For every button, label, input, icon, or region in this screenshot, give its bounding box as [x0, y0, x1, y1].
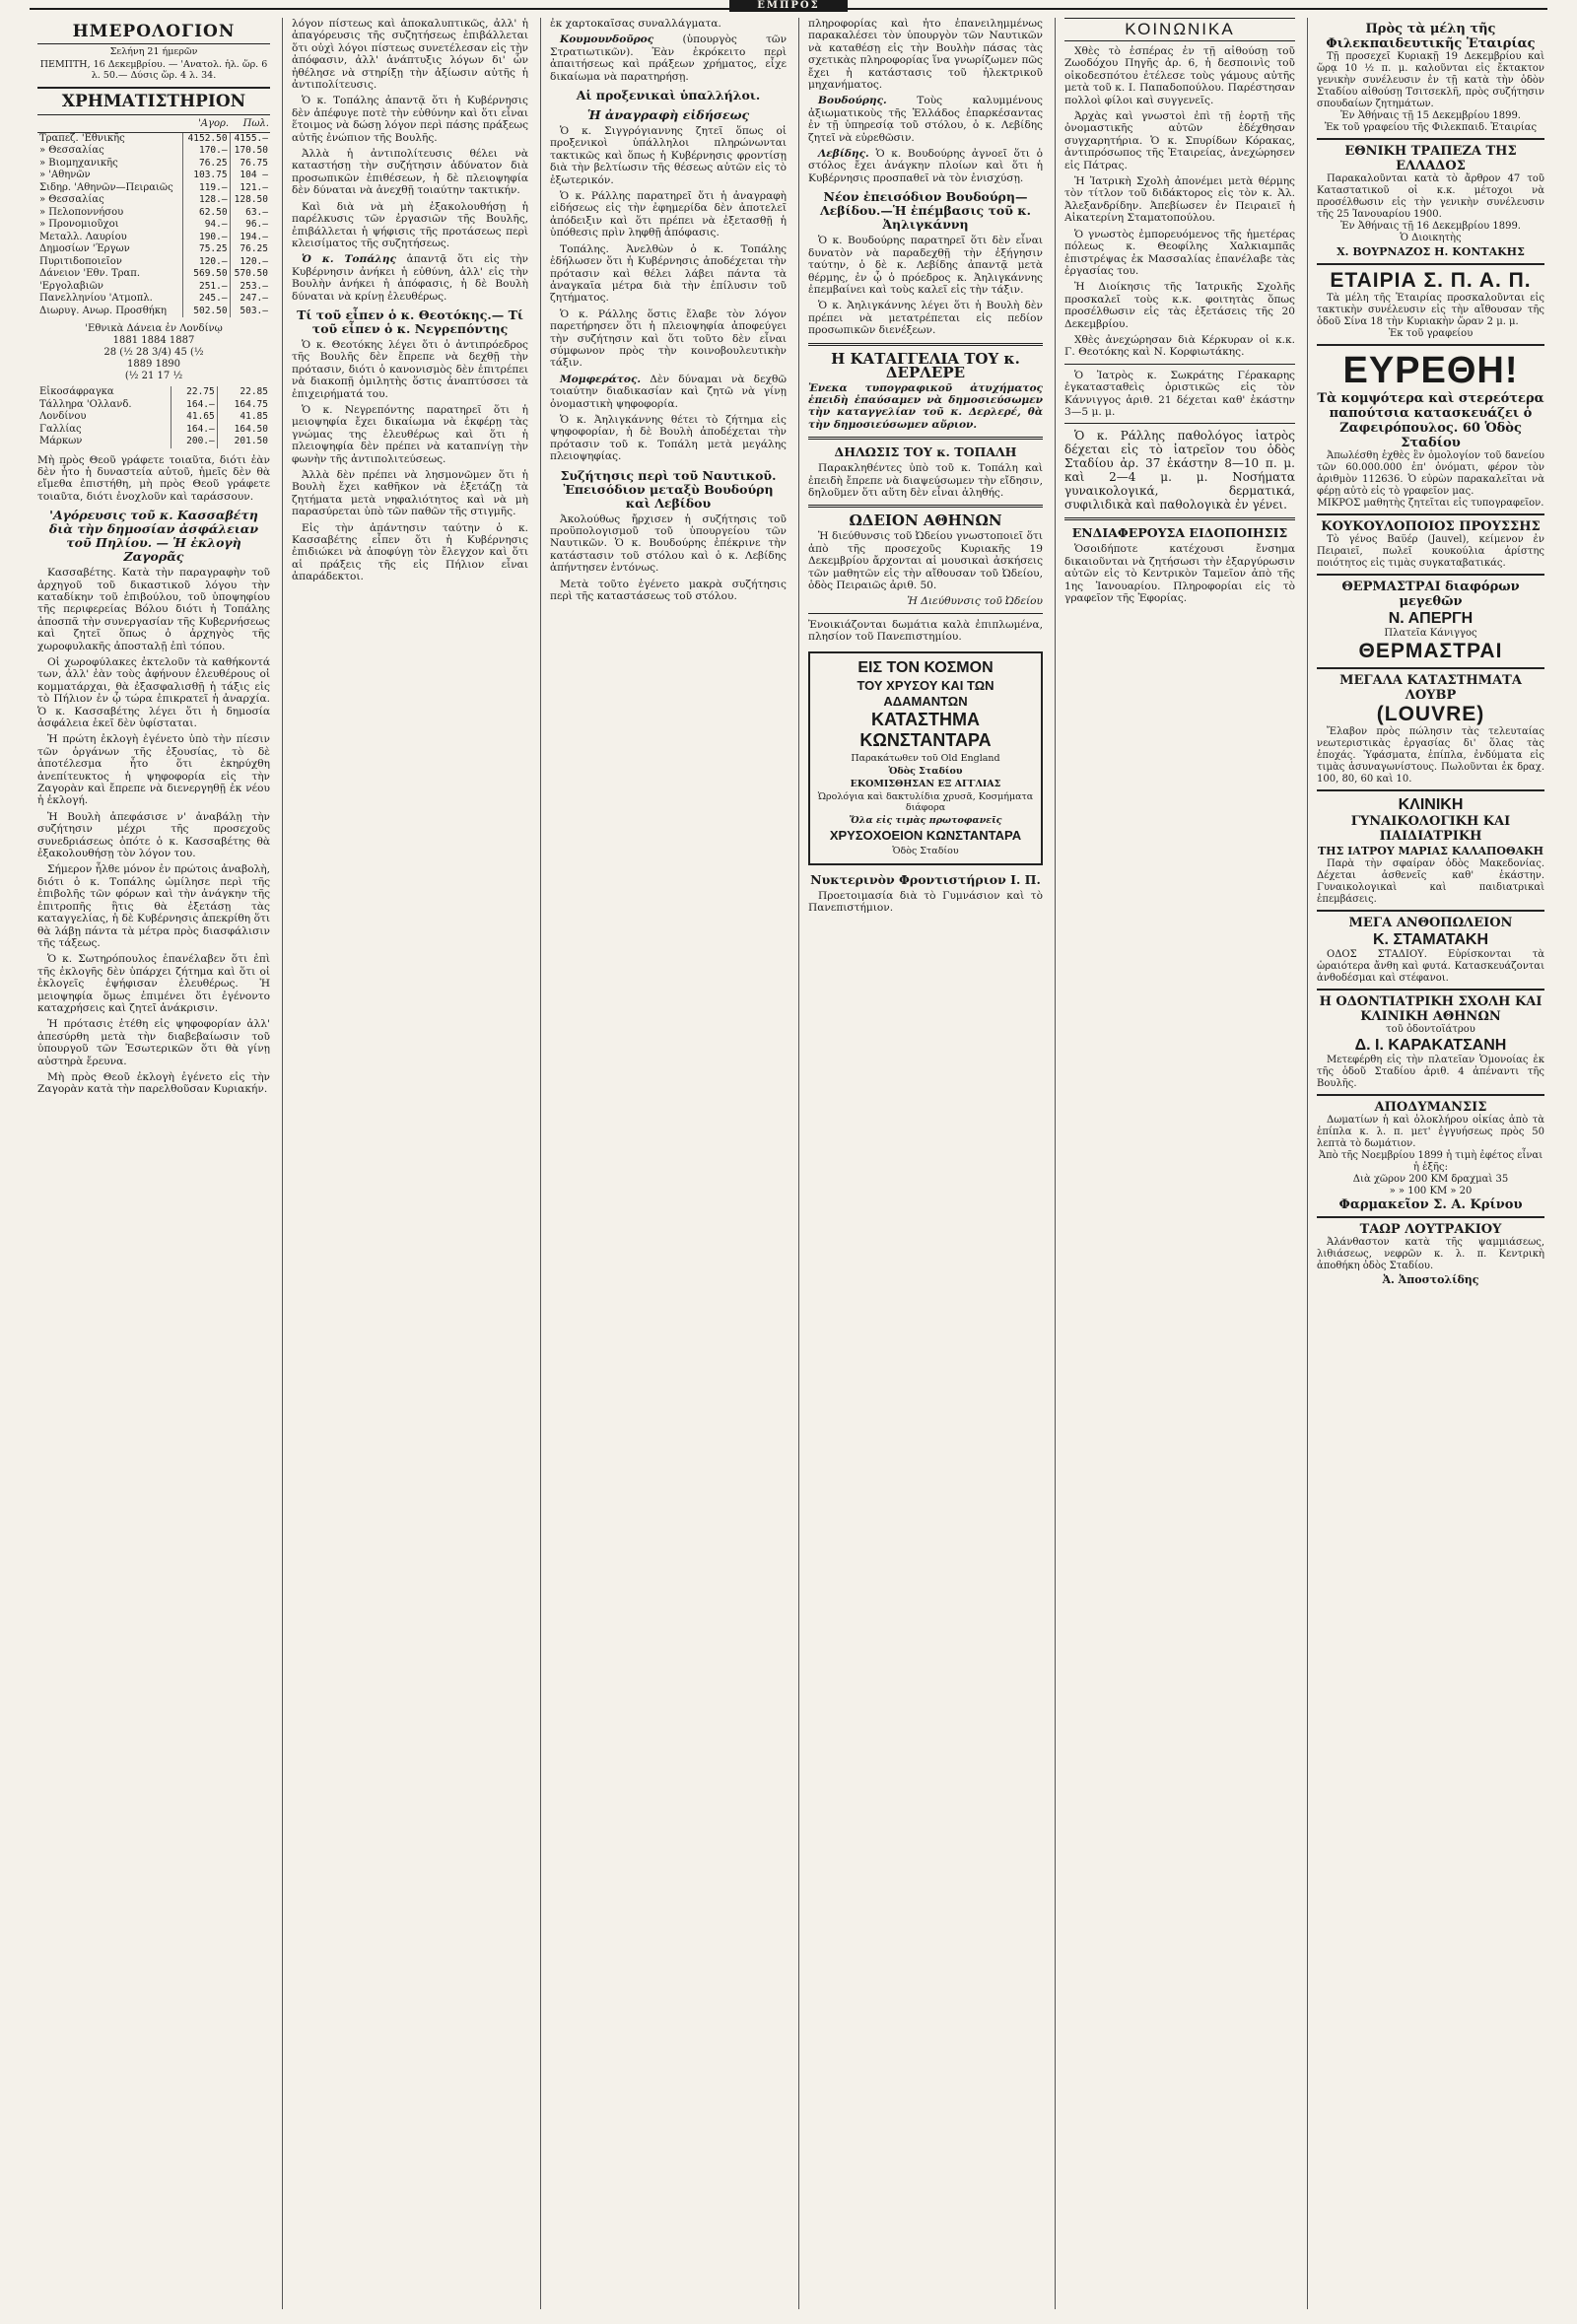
section-title: 'Αγόρευσις τοῦ κ. Κασσαβέτη διὰ τὴν δημοσίαν ἀσφάλειαν τοῦ Πηλίου. — Ἡ ἐκλογὴ Ζαγορᾶς	[48, 508, 259, 565]
loans-line: 'Εθνικὰ Δάνεια ἐν Λονδίνῳ	[85, 323, 223, 334]
table-cell-value: 62.50	[183, 207, 230, 220]
article-paragraph: Μὴ πρὸς Θεοῦ ἐκλογὴ ἐγένετο εἰς τὴν Ζαγορὰν κατὰ τὴν παρελθοῦσαν Κυριακήν.	[37, 1070, 270, 1096]
table-cell-value: 76.25	[230, 243, 270, 256]
ad-title: ΧΡΥΣΟΧΟΕΙΟΝ ΚΩΝΣΤΑΝΤΑΡΑ	[829, 827, 1022, 843]
article-paragraph: Ὁ κ. Νεγρεπόντης παρατηρεῖ ὅτι ἡ μειοψηφία ἔχει δικαίωμα νὰ ἐκφέρῃ τὰς γνώμας της ἐλευθέρως καὶ ὅτι ἡ πλειοψηφία δὲν πρέπει νὰ καταπνίγῃ τὴν φωνὴν τῆς ἀντιπολιτεύσεως.	[292, 403, 528, 465]
ad-text: Ἀλάνθαστον κατὰ τῆς ψαμμιάσεως, λιθιάσεως, νεφρῶν κ. λ. π. Κεντρικὴ ἀποθήκη ὁδὸς Σταδίου.	[1317, 1237, 1544, 1271]
market-table	[37, 117, 270, 317]
ad-title: ΤΟΥ ΧΡΥΣΟΥ ΚΑΙ ΤΩΝ ΑΔΑΜΑΝΤΩΝ	[857, 677, 994, 709]
article-paragraph: Τοπάλης. Ἀνελθὼν ὁ κ. Τοπάλης ἐδήλωσεν ὅτι ἡ Κυβέρνησις ἀποδέχεται τὴν πρότασιν καὶ θέλει λάβει πάντα τὰ ἀναγκαῖα μέτρα διὰ τὴν ἐπίλυσιν τοῦ ζητήματος.	[550, 242, 787, 305]
ad-title: ΘΕΡΜΑΣΤΡΑΙ	[1358, 640, 1503, 662]
table-row	[37, 411, 270, 424]
hemerologion-line: Σελήνη 21 ήμερῶν	[109, 46, 198, 57]
speaker-name: Μομφεράτος.	[560, 373, 642, 385]
article-text: Ὁ κ. Βουδούρης ἀγνοεῖ ὅτι ὁ στόλος ἔχει ἀνάγκην πλοίων καὶ ὅτι ἡ Κυβέρνησις προσπαθεῖ νὰ τὸν ἐνισχύσῃ.	[808, 148, 1044, 184]
table-cell-value: 121.—	[230, 182, 270, 195]
flower-shop-ad	[1317, 910, 1544, 989]
ad-text: Ἀπωλέσθη ἐχθὲς ἓν ὁμολογίον τοῦ δανείου τῶν 60.000.000 ἐπ' ὀνόματι, φέρον τὸν ἀριθμὸν 112636. Ὁ εὑρὼν παρακαλεῖται νὰ φέρῃ αὐτὸ εἰς τὸ γραφεῖον μας.	[1317, 450, 1544, 497]
loans-line: 1889 1890	[126, 359, 181, 370]
table-row	[37, 386, 270, 399]
ad-text: Ἐνοικιάζονται δωμάτια καλὰ ἐπιπλωμένα, πλησίον τοῦ Πανεπιστημίου.	[808, 618, 1043, 644]
table-row	[37, 182, 270, 195]
table-row	[37, 194, 270, 207]
ad-text: Δωματίων ἡ καὶ ὁλοκλήρου οἰκίας ἀπὸ τὰ ἐπίπλα κ. λ. π. μετ' ἐγγυήσεως πρὸς 50 λεπτὰ τὸ δωμάτιον.	[1317, 1115, 1544, 1149]
ad-text: Πλατεῖα Κάνιγγος	[1384, 628, 1477, 639]
ad-title: (LOUVRE)	[1376, 703, 1485, 725]
article-paragraph: Ὁσοιδήποτε κατέχουσι ἔνσημα δικαιοῦνται νὰ ζητήσωσι τὴν ἐξαργύρωσιν αὐτῶν εἰς τὸ Κεντρικὸν Ταμεῖον ἀπὸ τῆς 1ης Ἰανουαρίου. Πληροφορίαι εἰς τὸ γραφεῖον τῆς Ἐφορίας.	[1064, 543, 1295, 604]
article-text: Δὲν δύναμαι νὰ δεχθῶ τοιαύτην διαδικασίαν καὶ ζητῶ νὰ γίνῃ ὀνομαστικὴ ψηφοφορία.	[550, 373, 787, 410]
table-row	[37, 207, 270, 220]
table-row	[37, 268, 270, 281]
table-cell-label: » Προνομιοῦχοι	[39, 219, 119, 230]
section-title: Η ΚΑΤΑΓΓΕΛΙΑ ΤΟΥ κ. ΔΕΡΛΕΡΕ	[831, 349, 1020, 381]
article-paragraph: Ἡ Διοίκησις τῆς Ἰατρικῆς Σχολῆς προσκαλεῖ τοὺς κ.κ. φοιτητὰς ὅπως προσέλθωσιν εἰς τὰς ἐξετάσεις τῆς 20 Δεκεμβρίου.	[1064, 281, 1295, 330]
chrematisterion-title: ΧΡΗΜΑΤΙΣΤΗΡΙΟΝ	[37, 87, 270, 115]
ad-sign: Ἐν Ἀθήναις τῇ 16 Δεκεμβρίου 1899.	[1340, 221, 1521, 232]
ad-title: ΓΥΝΑΙΚΟΛΟΓΙΚΗ ΚΑΙ ΠΑΙΔΙΑΤΡΙΚΗ	[1350, 814, 1511, 844]
ad-title: ΚΑΤΑΣΤΗΜΑ ΚΩΝΣΤΑΝΤΑΡΑ	[859, 709, 992, 750]
article-paragraph: Μὴ πρὸς Θεοῦ γράφετε τοιαῦτα, διότι ἐὰν δὲν ἦτο ἡ δυναστεία αὐτοῦ, ἡμεῖς δὲν θὰ εἴμεθα ἐπιστήθη, μὴ πρὸς Θεοῦ γράφετε τοιαῦτα, διότι ἐνοχλοῦν καὶ ταράσσουν.	[37, 453, 270, 503]
table-cell-value: 120.—	[230, 256, 270, 269]
ad-line: Παρακάτωθεν τοῦ Old England	[851, 752, 1000, 764]
article-text: (ὑπουργὸς τῶν Στρατιωτικῶν). Ἐὰν ἐκρόκειτο περὶ ἀπαιτήσεως καὶ πράξεων χρήματος, εἶχε δικαίωμα νὰ παρατηρήσῃ.	[550, 34, 788, 83]
table-cell-value: 200.—	[171, 436, 218, 448]
article-paragraph: λόγον πίστεως καὶ ἀποκαλυπτικῶς, ἀλλ' ἡ ἀπαγόρευσις τῆς συζητήσεως ἐπιβάλλεται ὅτι οὐχὶ λόγοι πίστεως συνετέλεσαν εἰς τὴν ἀπόφασιν, ἀλλ' ἀνάπτυξις λόγων δι' ὧν ἠθέλησε νὰ στηρίξῃ τὴν ἀξίωσιν αὐτῆς ἡ ἀντιπολίτευσις.	[292, 18, 528, 92]
article-paragraph: Ὁ κ. Ἀηλιγκάννης θέτει τὸ ζήτημα εἰς ψηφοφορίαν, ἡ δὲ Βουλὴ ἀποδέχεται τὴν πρότασιν τοῦ κ. Τοπάλη μετὰ μεγάλης πλειοψηφίας.	[550, 413, 787, 463]
separator	[808, 437, 1043, 440]
table-cell-value: 41.85	[217, 411, 270, 424]
ad-sign: Ἀ. Ἀποστολίδης	[1382, 1273, 1479, 1286]
article-paragraph: Κασσαβέτης. Κατὰ τὴν παραγραφὴν τοῦ ἀρχηγοῦ τοῦ δικαστικοῦ λόγου τὴν καταδίκην τοῦ ἐπιβούλου, τοῦ ὑποψηφίου τῆς περιφερείας Βόλου διότι ἡ Τοπάλης ἀποσπᾶ τὴν συνεργασίαν τῆς Κυβερνήσεως καὶ ζητεῖ ὅπως ὁ ἀρχηγὸς τῆς χωροφυλακῆς ἀποσταλῇ ἐπὶ τόπου.	[37, 567, 270, 652]
ad-sign: Ἐκ τοῦ γραφείου τῆς Φιλεκπαιδ. Ἑταιρίας	[1324, 122, 1538, 133]
table-row	[37, 281, 270, 294]
ad-title: Πρὸς τὰ μέλη τῆς Φιλεκπαιδευτικῆς Ἑταιρίας	[1326, 22, 1536, 51]
table-cell-value: 119.—	[183, 182, 230, 195]
philekpaideutiki-ad	[1317, 18, 1544, 138]
louvre-ad	[1317, 667, 1544, 789]
table-row	[37, 145, 270, 158]
column-5	[1057, 18, 1303, 2309]
ad-text: Προετοιμασία διὰ τὸ Γυμνάσιον καὶ τὸ Πανεπιστήμιον.	[808, 889, 1043, 915]
article-paragraph: Ἀκολούθως ἤρχισεν ἡ συζήτησις τοῦ προϋπολογισμοῦ τοῦ ὑπουργείου τῶν Ναυτικῶν. Ὁ κ. Βουδούρης ἐπέκρινε τὴν κατάστασιν τοῦ στόλου καὶ ὁ κ. Λεβίδης ἀπήντησεν ἐντόνως.	[550, 513, 787, 575]
table-cell-value: 190.—	[183, 232, 230, 244]
table-cell-label: Σιδηρ. 'Αθηνῶν—Πειραιῶς	[39, 181, 173, 193]
section-header: ΚΟΙΝΩΝΙΚΑ	[1064, 18, 1295, 41]
divider	[808, 613, 1043, 614]
ad-text: Τὰ μέλη τῆς Ἑταιρίας προσκαλοῦνται εἰς τακτικὴν συνέλευσιν εἰς τὴν αἴθουσαν τῆς ὁδοῦ Σίνα 18 τὴν Κυριακὴν ὥραν 2 μ. μ.	[1317, 293, 1544, 327]
ad-title: ΜΕΓΑΛΑ ΚΑΤΑΣΤΗΜΑΤΑ ΛΟΥΒΡ	[1339, 673, 1522, 703]
table-cell-value: 164.50	[217, 424, 270, 437]
table-cell-label: Πανελληνίου 'Ατμοπλ.	[39, 293, 153, 304]
divider	[1064, 364, 1295, 365]
table-cell-value: 251.—	[183, 281, 230, 294]
ad-name: Ν. ΑΠΕΡΓΗ	[1388, 610, 1474, 627]
table-row	[37, 132, 270, 145]
table-cell-value: 75.25	[183, 243, 230, 256]
table-cell-label: Διωρυγ. Ανωρ. Προσθήκη	[39, 305, 167, 316]
table-cell-value: 164.75	[217, 399, 270, 412]
article-paragraph: Ἡ διεύθυνσις τοῦ Ὠδείου γνωστοποιεῖ ὅτι ἀπὸ τῆς προσεχοῦς Κυριακῆς 19 Δεκεμβρίου ἄρχονται αἱ μουσικαὶ ἀσκήσεις τῶν μαθητῶν εἰς τὴν αἴθουσαν τοῦ Ὠδείου, ὁδὸς Πειραιῶς ἀριθ. 50.	[808, 530, 1043, 591]
ad-text: Ἔλαβον πρὸς πώλησιν τὰς τελευταίας νεωτεριστικὰς ἐργασίας δι' ὅλας τὰς ἐποχάς. Ὑφάσματα, ἐπίπλα, ἐνδύματα εἰς τιμὰς ἀσυναγωνίστους. Πωλοῦνται ἐκ δραχ. 100, 80, 60 καὶ 10.	[1317, 726, 1544, 785]
hemerologion-title: ΗΜΕΡΟΛΟΓΙΟΝ	[37, 22, 270, 44]
ad-text: Τὸ γένος Βαϋέρ (Jauvel), κείμενον ἐν Πειραιεῖ, πωλεῖ κουκούλια ἀρίστης ποιότητος εἰς τιμὰς συγκαταβατικάς.	[1317, 534, 1544, 569]
section-subtitle: Ἡ ἀναγραφὴ εἰδήσεως	[586, 107, 750, 123]
article-paragraph: Ὁ κ. Βουδούρης παρατηρεῖ ὅτι δὲν εἶναι δυνατὸν νὰ παραδεχθῇ τὴν ἐξήγησιν ταύτην, ὁ δὲ κ. Λεβίδης ἀπαντᾷ μετὰ θέρμης, ἐν ᾧ ὁ πρόεδρος κ. Ἀηλιγκάννης ἐπεμβαίνει καὶ τοὺς καλεῖ εἰς τὴν τάξιν.	[808, 235, 1043, 296]
table-row	[37, 399, 270, 412]
ad-sign: Ὁ Διοικητὴς	[1400, 233, 1462, 243]
section-title: Αἱ προξενικαὶ ὑπαλλήλοι.	[576, 88, 761, 103]
column-rule	[1055, 18, 1056, 2309]
table-cell-value: 22.85	[217, 386, 270, 399]
table-cell-value: 22.75	[171, 386, 218, 399]
ad-title: ΕΝΔΙΑΦΕΡΟΥΣΑ ΕΙΔΟΠΟΙΗΣΙΣ	[1071, 525, 1288, 541]
table-cell-value: 41.65	[171, 411, 218, 424]
table-cell-value: 164.—	[171, 424, 218, 437]
ad-subtitle: τοῦ ὀδοντοϊάτρου	[1386, 1024, 1475, 1035]
speaker-name: Βουδούρης.	[818, 95, 887, 107]
cocoon-ad	[1317, 513, 1544, 574]
section-title: Τί τοῦ εἶπεν ὁ κ. Θεοτόκης.— Τί τοῦ εἶπεν ὁ κ. Νεγρεπόντης	[297, 307, 523, 336]
article-paragraph: Οἱ χωροφύλακες ἐκτελοῦν τὰ καθήκοντά των, ἀλλ' ἐὰν τοὺς ἀφήνουν ἐλευθέρους οἱ κομματάρχαι, θὰ ἐξασφαλισθῇ ἡ τάξις εἰς τὸ Πήλιον ἐν ᾧ τώρα ἐπικρατεῖ ἡ ἀναρχία. Ὁ κ. Κασσαβέτης λέγει ὅτι ἡ δημοσία ἀσφάλεια ἐκεῖ δὲν ὑφίσταται.	[37, 655, 270, 729]
table-row	[37, 436, 270, 448]
column-rule	[282, 18, 283, 2309]
table-cell-value: 120.—	[183, 256, 230, 269]
article-paragraph: Σήμερον ἦλθε μόνον ἐν πρώτοις ἀναβολὴ, διότι ὁ κ. Τοπάλης ὡμίλησε περὶ τῆς ἐπιβολῆς τῶν φόρων καὶ τὴν ἀνάγκην τῆς ἐπιτροπῆς ἣτις θὰ ἐξετάσῃ τὰς καταγγελίας, ἡ δὲ Κυβέρνησις ἀπεκρίθη ὅτι θὰ λάβῃ πάντα τὰ μέτρα πρὸς διασφάλισιν τῆς τάξεως.	[37, 863, 270, 949]
ad-subtitle: ΤΗΣ ΙΑΤΡΟΥ ΜΑΡΙΑΣ ΚΑΛΑΠΟΘΑΚΗ	[1317, 845, 1544, 857]
column-3	[542, 18, 794, 2309]
article-paragraph: Ὁ κ. Σιγγρόγιαννης ζητεῖ ὅπως οἱ προξενικοὶ ὑπάλληλοι πληρώνωνται τακτικῶς καὶ ὅπως ἡ Κυβέρνησις φροντίσῃ διὰ τὴν βελτίωσιν τῆς θέσεως αὐτῶν εἰς τὸ ἐξωτερικόν.	[550, 125, 787, 186]
article-paragraph: ἐκ χαρτοκαῖσας συναλλάγματα.	[550, 18, 721, 30]
ad-line: » » 100 ΚΜ » 20	[1389, 1186, 1473, 1196]
ad-title: ΚΛΙΝΙΚΗ	[1398, 796, 1464, 813]
ad-text: ΜΙΚΡΟΣ μαθητὴς ζητεῖται εἰς τυπογραφεῖον.	[1317, 498, 1544, 509]
jeweller-ad	[808, 651, 1043, 865]
ad-line: Ὅλα εἰς τιμὰς πρωτοφανεῖς	[849, 814, 1002, 826]
article-paragraph: Ἡ πρότασις ἐτέθη εἰς ψηφοφορίαν ἀλλ' ἀπεσύρθη μετὰ τὴν διαβεβαίωσιν τοῦ ὑπουργοῦ τῶν Ἐσωτερικῶν ὅτι θὰ γίνῃ αὐστηρὰ ἔρευνα.	[37, 1018, 270, 1067]
table-cell-value: 103.75	[183, 170, 230, 182]
loans-line: (½ 21 17 ½	[124, 371, 183, 381]
table-cell-value: 128.50	[230, 194, 270, 207]
ad-line: Ὁδὸς Σταδίου	[888, 765, 963, 777]
disinfection-ad	[1317, 1094, 1544, 1216]
article-paragraph: Ὁ κ. Ράλλης ὅστις ἔλαβε τὸν λόγον παρετήρησεν ὅτι ἡ πλειοψηφία ἀποφεύγει τὴν συζήτησιν καὶ ὅτι τοῦτο δὲν εἶναι σύμφωνον πρὸς τὴν κοινοβουλευτικὴν τάξιν.	[550, 308, 787, 370]
table-cell-value: 170.50	[230, 145, 270, 158]
article-paragraph: Ὁ κ. Θεοτόκης λέγει ὅτι ὁ ἀντιπρόεδρος τῆς Βουλῆς δὲν ἔπρεπε νὰ δεχθῇ τὴν πρότασιν, διότι ὁ κανονισμὸς δὲν ἐπιτρέπει νὰ διακοπῇ ὁμιλητὴς ὅστις ἀναπτύσσει τὰ ἐπιχειρήματά του.	[292, 338, 528, 400]
stoves-ad	[1317, 574, 1544, 667]
signature: Ἡ Διεύθυνσις τοῦ Ὠδείου	[907, 595, 1043, 608]
ad-subtitle: Τὰ κομψότερα καὶ στερεότερα παπούτσια κατασκευάζει ὁ Ζαφειρόπουλος. 60 Ὁδὸς Σταδίου	[1317, 391, 1544, 450]
masthead	[0, 0, 1577, 14]
market-head	[37, 117, 183, 132]
section-title: ΔΗΛΩΣΙΣ ΤΟΥ κ. ΤΟΠΑΛΗ	[834, 444, 1017, 460]
divider	[1064, 423, 1295, 424]
newspaper-page	[30, 18, 1552, 2309]
article-paragraph: Ἀλλὰ δὲν πρέπει νὰ λησμονῶμεν ὅτι ἡ Βουλὴ ἔχει καθῆκον νὰ ἐξετάζῃ τὰ ζητήματα μετὰ νηφαλιότητος καὶ νὰ μὴ παρασύρεται ὑπὸ τῶν παθῶν τῆς στιγμῆς.	[292, 469, 528, 518]
ad-text: Μετεφέρθη εἰς τὴν πλατεῖαν Ὁμονοίας ἐκ τῆς ὁδοῦ Σταδίου ἀριθ. 4 ἀπέναντι τῆς Βουλῆς.	[1317, 1055, 1544, 1089]
section-title: ΩΔΕΙΟΝ ΑΘΗΝΩΝ	[849, 512, 1002, 530]
speaker-name: Ὁ κ. Τοπάλης	[302, 253, 396, 266]
table-cell-label: 'Εργολαβιῶν	[39, 280, 103, 292]
table-cell-label: Πυριτιδοποιεῖον	[39, 255, 122, 267]
ad-text: Παρὰ τὴν σφαίραν ὁδὸς Μακεδονίας. Δέχεται ἀσθενεῖς καθ' ἑκάστην. Γυναικολογικαὶ καὶ παιδιατρικαὶ ἐπεμβάσεις.	[1317, 858, 1544, 905]
table-cell-value: 201.50	[217, 436, 270, 448]
table-cell-value: 247.—	[230, 293, 270, 306]
separator	[808, 343, 1043, 346]
hemerologion-line: ΠΕΜΠΤΗ, 16 Δεκεμβρίου. — 'Ανατολ. ἡλ. ὥρ. 6 λ. 50.— Δύσις ὥρ. 4 λ. 34.	[39, 59, 268, 81]
ad-line: Ἀπὸ τῆς Νοεμβρίου 1899 ἡ τιμὴ ἐφέτος εἶναι ἡ ἑξῆς:	[1318, 1150, 1543, 1173]
table-cell-label: » Βιομηχανικῆς	[39, 157, 118, 169]
table-cell-value: 104 —	[230, 170, 270, 182]
market-head: 'Αγορ.	[183, 117, 230, 132]
column-1	[30, 18, 278, 2309]
table-cell-value: 94.—	[183, 219, 230, 232]
article-paragraph: Ἀρχὰς καὶ γνωστοὶ ἐπὶ τῇ ἑορτῇ τῆς ὀνομαστικῆς αὐτῶν ἐδέχθησαν συγχαρητήρια. Ὁ κ. Σπυρίδων Κόρακας, ἀντιπρόσωπος τῆς Ἑταιρείας, ἀνεχώρησεν εἰς Πάτρας.	[1064, 110, 1295, 171]
speaker-name: Κουμουνδοῦρος	[560, 34, 654, 46]
article-paragraph: Ὁ κ. Τοπάλης ἀπαντᾷ ὅτι ἡ Κυβέρνησις δὲν ἀπέφυγε ποτὲ τὴν εὐθύνην καὶ ὅτι εἶναι ἕτοιμος νὰ δώσῃ λόγον περὶ πάσης πράξεως αὐτῆς ἐνώπιον τῆς Βουλῆς.	[292, 95, 528, 144]
ad-title: ΤΑΩΡ ΛΟΥΤΡΑΚΙΟΥ	[1359, 1222, 1502, 1237]
ad-title: ΕΤΑΙΡΙΑ Σ. Π. Α. Π.	[1330, 269, 1532, 292]
ad-title: ΜΕΓΑ ΑΝΘΟΠΩΛΕΙΟΝ	[1348, 916, 1513, 930]
ad-title: ΕΘΝΙΚΗ ΤΡΑΠΕΖΑ ΤΗΣ ΕΛΛΑΔΟΣ	[1344, 144, 1517, 173]
ad-sign: Ἐν Ἀθήναις τῇ 15 Δεκεμβρίου 1899.	[1340, 110, 1521, 121]
ad-title: Η ΟΔΟΝΤΙΑΤΡΙΚΗ ΣΧΟΛΗ ΚΑΙ ΚΛΙΝΙΚΗ ΑΘΗΝΩΝ	[1319, 994, 1543, 1024]
loans-line: 1881 1884 1887	[112, 335, 195, 346]
article-paragraph: πληροφορίας καὶ ἦτο ἐπανειλημμένως παρακαλέσει τὸν ὑπουργὸν τῶν Ναυτικῶν νὰ καταθέσῃ εἰς τὴν Βουλὴν πάσας τὰς σχετικὰς πληροφορίας ἵνα γνωρίζωμεν πῶς ἔχει ἡ κατάστασις τοῦ ἡλεκτρικοῦ μηχανήματος.	[808, 18, 1043, 92]
ad-text: ΟΔΟΣ ΣΤΑΔΙΟΥ. Εὑρίσκονται τὰ ὡραιότερα ἄνθη καὶ φυτά. Κατασκευάζονται ἀνθοδέσμαι καὶ στέφανοι.	[1317, 949, 1544, 984]
table-cell-value: 4152.50	[183, 132, 230, 145]
article-paragraph: Ἐνεκα τυπογραφικοῦ ἀτυχήματος ἐπειδὴ ἐπαύσαμεν νὰ δημοσιεύσωμεν τὴν καταγγελίαν τοῦ κ. Δερλερέ, θὰ τὴν δημοσιεύσωμεν αὔριον.	[808, 381, 1043, 431]
table-cell-value: 502.50	[183, 306, 230, 318]
table-row	[37, 219, 270, 232]
article-paragraph: Ὁ κ. Ἀηλιγκάννης λέγει ὅτι ἡ Βουλὴ δὲν πρέπει νὰ μετατρέπεται εἰς πεδίον προσωπικῶν διενέξεων.	[808, 300, 1043, 337]
table-cell-value: 253.—	[230, 281, 270, 294]
column-4	[800, 18, 1051, 2309]
dental-ad	[1317, 989, 1544, 1094]
table-cell-value: 570.50	[230, 268, 270, 281]
table-row	[37, 170, 270, 182]
article-paragraph: Ἡ Ἰατρικὴ Σχολὴ ἀπονέμει μετὰ θέρμης τὸν τίτλον τοῦ διδάκτορος εἰς τὸν κ. Ἀλ. Ἀλεξανδρίδην. Ἀπεβίωσεν ἐν Πειραιεῖ ἡ Αἰκατερίνη Σταματοπούλου.	[1064, 175, 1295, 225]
table-row	[37, 256, 270, 269]
company-ad	[1317, 263, 1544, 344]
table-cell-label: Τραπεζ. 'Εθνικῆς	[39, 132, 125, 144]
table-cell-label: Δάνειον 'Εθν. Τραπ.	[39, 268, 140, 279]
table-cell-label: » Θεσσαλίας	[39, 194, 104, 205]
ad-title: ΕΥΡΕΘΗ!	[1342, 350, 1519, 391]
exchange-table	[37, 386, 270, 448]
table-cell-label: Δημοσίων 'Έργων	[39, 243, 130, 254]
table-cell-value: 128.—	[183, 194, 230, 207]
ad-line: ΕΚΟΜΙΣΘΗΣΑΝ ΕΞ ΑΓΓΛΙΑΣ	[850, 778, 1001, 789]
article-paragraph: Παρακληθέντες ὑπὸ τοῦ κ. Τοπάλη καὶ ἐπειδὴ ἔπρεπε νὰ διαψεύσωμεν τὴν εἴδησιν, δηλοῦμεν ὅτι αὕτη δὲν εἶναι ἀληθής.	[808, 462, 1043, 499]
article-paragraph: Ἡ πρώτη ἐκλογὴ ἐγένετο ὑπὸ τὴν πίεσιν τῶν ὀργάνων τῆς ἐξουσίας, τὸ δὲ ἀποτέλεσμα ἦτο ὅτι ἐκηρύχθη ἀνεπίτευκτος ἡ ψηφοφορία εἰς τὴν Ζαγορὰν καὶ ἔπρεπε νὰ διενεργηθῇ ἐκ νέου ἡ ἐκλογή.	[37, 733, 270, 807]
newspaper-title: ΕΜΠΡΟΣ	[729, 0, 848, 12]
table-cell-value: 245.—	[183, 293, 230, 306]
article-paragraph: Καὶ διὰ νὰ μὴ ἐξακολουθήσῃ ἡ παρέλκυσις τῶν ἐργασιῶν τῆς Βουλῆς, ἐπιβάλλεται ἡ ψήφισις τῆς προτάσεως περὶ κλεισίματος τῆς συζητήσεως.	[292, 200, 528, 249]
ad-names: Χ. ΒΟΥΡΝΑΖΟΣ Η. ΚΟΝΤΑΚΗΣ	[1337, 245, 1525, 258]
article-text: Τοὺς καλυμμένους ἀξιωματικοὺς τῆς Ἑλλάδος ἐπαρκέσαντας ἐν τῇ ὑπηρεσίᾳ τοῦ στόλου, ὁ κ. Λεβίδης ζητεῖ νὰ εὐρεθῶσιν.	[808, 95, 1043, 144]
ad-name: Κ. ΣΤΑΜΑΤΑΚΗ	[1373, 931, 1488, 948]
article-paragraph: Ὁ Ἰατρὸς κ. Σωκράτης Γέρακαρης ἐγκατασταθεὶς ὁριστικῶς εἰς τὸν Κάννιγγος ἀριθ. 21 δέχεται καθ' ἑκάστην 3—5 μ. μ.	[1064, 369, 1295, 418]
ad-title: ΘΕΡΜΑΣΤΡΑΙ διαφόρων μεγεθῶν	[1341, 580, 1520, 609]
ad-line: Ὁδὸς Σταδίου	[892, 845, 959, 856]
loans-block	[37, 323, 270, 382]
clinic-ad	[1317, 789, 1544, 910]
table-cell-value: 503.—	[230, 306, 270, 318]
table-cell-value: 170.—	[183, 145, 230, 158]
table-cell-value: 569.50	[183, 268, 230, 281]
ad-line: Διὰ χῶρον 200 ΚΜ δραχμαὶ 35	[1352, 1174, 1509, 1185]
table-row	[37, 424, 270, 437]
speaker-name: Λεβίδης.	[818, 148, 869, 161]
ad-text: Παρακαλοῦνται κατὰ τὸ ἄρθρον 47 τοῦ Καταστατικοῦ οἱ κ.κ. μέτοχοι νὰ προσέλθωσιν εἰς τὴν γενικὴν συνέλευσιν τῆς 25 Ἰανουαρίου 1900.	[1317, 173, 1544, 220]
column-2	[284, 18, 536, 2309]
article-paragraph: Χθὲς τὸ ἑσπέρας ἐν τῇ αἰθούσῃ τοῦ Ζωοδόχου Πηγῆς ἀρ. 6, ἡ δεσποινὶς τοῦ οἰκοδεσπότου ἐτέλεσε τοὺς γάμους αὐτῆς μετὰ τοῦ κ. Ι. Παπαδοπούλου. Παρέστησαν πολλοὶ φίλοι καὶ συγγενεῖς.	[1064, 45, 1295, 106]
table-cell-label: Τάλληρα 'Ολλανδ.	[39, 398, 132, 410]
table-cell-value: 76.25	[183, 158, 230, 171]
article-text: ἀπαντᾷ ὅτι εἰς τὴν Κυβέρνησιν ἀνήκει ἡ εὐθύνη, ἀλλ' εἰς τὴν Βουλὴν ἀνήκει ἡ ἀπόφασις, ἡ δὲ Βουλὴ δύναται νὰ κρίνῃ ἐλευθέρως.	[292, 253, 528, 303]
article-paragraph: Εἰς τὴν ἀπάντησιν ταύτην ὁ κ. Κασσαβέτης εἶπεν ὅτι ἡ Κυβέρνησις ἐπιδιώκει νὰ ἀποφύγῃ τὸν ἔλεγχον καὶ ὅτι αἱ πράξεις τῆς εἰς Πήλιον εἶναι ἀπαράδεκτοι.	[292, 521, 528, 583]
table-row	[37, 293, 270, 306]
ad-title: ΚΟΥΚΟΥΛΟΠΟΙΟΣ ΠΡΟΥΣΣΗΣ	[1321, 519, 1541, 534]
article-paragraph: Μετὰ τοῦτο ἐγένετο μακρὰ συζήτησις περὶ τῆς καταστάσεως τοῦ στόλου.	[550, 578, 787, 603]
table-cell-label: » Θεσσαλίας	[39, 145, 104, 156]
table-cell-value: 96.—	[230, 219, 270, 232]
ad-line: Ὡρολόγια καὶ δακτυλίδια χρυσᾶ, Κοσμήματα διάφορα	[817, 790, 1034, 813]
article-paragraph: Ὁ κ. Ράλλης παρατηρεῖ ὅτι ἡ ἀναγραφὴ εἰδήσεως εἰς τὴν ἐφημερίδα δὲν ἀποτελεῖ ἀπόδειξιν καὶ ὅτι πρέπει νὰ ἐξετασθῇ ἡ ὑπόθεσις πρὶν ληφθῇ ἀπόφασις.	[550, 190, 787, 239]
ad-title: ΕΙΣ ΤΟΝ ΚΟΣΜΟΝ	[857, 658, 994, 676]
article-paragraph: Ὁ κ. Σωτηρόπουλος ἐπανέλαβεν ὅτι ἐπὶ τῆς ἐκλογῆς δὲν ὑπάρχει ζήτημα καὶ ὅτι οἱ ἐκλογεῖς ἐψήφισαν ἐλευθέρως. Ἡ μειοψηφία ὅμως ἐπιμένει ὅτι ἐγένοντο καταχρήσεις καὶ ζητεῖ ἀνάκρισιν.	[37, 953, 270, 1014]
shoes-ad	[1317, 344, 1544, 513]
table-cell-value: 194.—	[230, 232, 270, 244]
ad-text: Τῇ προσεχεῖ Κυριακῇ 19 Δεκεμβρίου καὶ ὥρᾳ 10 ½ π. μ. καλοῦνται εἰς ἔκτακτον γενικὴν συνέλευσιν ἐν τῇ κατὰ τὴν ὁδὸν Σταδίου αἰθούσῃ Τσιτσεκλῆ, πρὸς συζήτησιν σπουδαίων ζητημάτων.	[1317, 51, 1544, 109]
table-cell-label: Μεταλλ. Λαυρίου	[39, 231, 127, 242]
separator	[808, 505, 1043, 508]
national-bank-ad	[1317, 138, 1544, 263]
column-rule	[540, 18, 541, 2309]
table-cell-value: 63.—	[230, 207, 270, 220]
table-cell-value: 164.—	[171, 399, 218, 412]
table-cell-label: » Πελοποννήσου	[39, 206, 124, 218]
section-title: Συζήτησις περὶ τοῦ Ναυτικοῦ. Ἐπεισόδιον μεταξὺ Βουδούρη καὶ Λεβίδου	[560, 467, 777, 511]
loutraki-ad	[1317, 1216, 1544, 1291]
article-paragraph: Χθὲς ἀνεχώρησαν διὰ Κέρκυραν οἱ κ.κ. Γ. Θεοτόκης καὶ Ν. Κορφιωτάκης.	[1064, 333, 1295, 359]
table-cell-value: 76.75	[230, 158, 270, 171]
table-row	[37, 158, 270, 171]
ad-sign: Ἐκ τοῦ γραφείου	[1388, 328, 1474, 339]
ad-title: Νυκτερινὸν Φροντιστήριον Ι. Π.	[810, 871, 1041, 887]
table-cell-value: 4155.—	[230, 132, 270, 145]
table-row	[37, 243, 270, 256]
table-row	[37, 232, 270, 244]
table-cell-label: » 'Αθηνῶν	[39, 170, 91, 180]
column-6	[1309, 18, 1552, 2309]
market-head: Πωλ.	[230, 117, 270, 132]
ad-name: Δ. Ι. ΚΑΡΑΚΑΤΣΑΝΗ	[1354, 1037, 1507, 1054]
table-row	[37, 306, 270, 318]
table-cell-label: Λονδίνου	[39, 411, 87, 422]
ad-line: Φαρμακεῖον Σ. Α. Κρίνου	[1338, 1197, 1523, 1212]
column-rule	[798, 18, 799, 2309]
table-cell-label: Εἰκοσάφραγκα	[39, 386, 114, 397]
ad-title: ΑΠΟΔΥΜΑΝΣΙΣ	[1374, 1100, 1487, 1115]
article-paragraph: Ὁ γνωστὸς ἐμπορευόμενος τῆς ἡμετέρας πόλεως κ. Θεοφίλης Χαλκιαμπᾶς ἐπιστρέψας ἐκ Μασσαλίας ἐπανέλαβε τὰς ἐργασίας του.	[1064, 228, 1295, 277]
article-paragraph: Ἀλλὰ ἡ ἀντιπολίτευσις θέλει νὰ καταστήσῃ τὴν συζήτησιν ἀδύνατον διὰ προσωπικῶν ἐπιθέσεων, ἡ δὲ πλειοψηφία δὲν δύναται νὰ ἀνεχθῇ τοιαύτην τακτικήν.	[292, 148, 528, 197]
column-rule	[1307, 18, 1308, 2309]
article-paragraph: Ἡ Βουλὴ ἀπεφάσισε ν' ἀναβάλῃ τὴν συζήτησιν μέχρι τῆς προσεχοῦς συνεδριάσεως ὁπότε ὁ κ. Κασσαβέτης θὰ ἐξακολουθήσῃ τὸν λόγον του.	[37, 810, 270, 860]
loans-line: 28 (½ 28 3/4) 45 (½	[103, 347, 204, 358]
article-paragraph: Ὁ κ. Ράλλης παθολόγος ἰατρὸς δέχεται εἰς τὸ ἰατρεῖον του ὁδὸς Σταδίου ἀρ. 37 ἑκάστην 8—10 π. μ. καὶ 2—4 μ. μ. Νοσήματα γυναικολογικά, δερματικά, συφιλιδικὰ καὶ παθολογικὰ ἐν γένει.	[1064, 429, 1295, 513]
separator	[1064, 517, 1295, 520]
table-cell-label: Μάρκων	[39, 436, 83, 446]
table-cell-label: Γαλλίας	[39, 423, 82, 435]
section-title: Νέον ἐπεισόδιον Βουδούρη—Λεβίδου.—Ἡ ἐπέμβασις τοῦ κ. Ἀηλιγκάννη	[819, 189, 1031, 233]
